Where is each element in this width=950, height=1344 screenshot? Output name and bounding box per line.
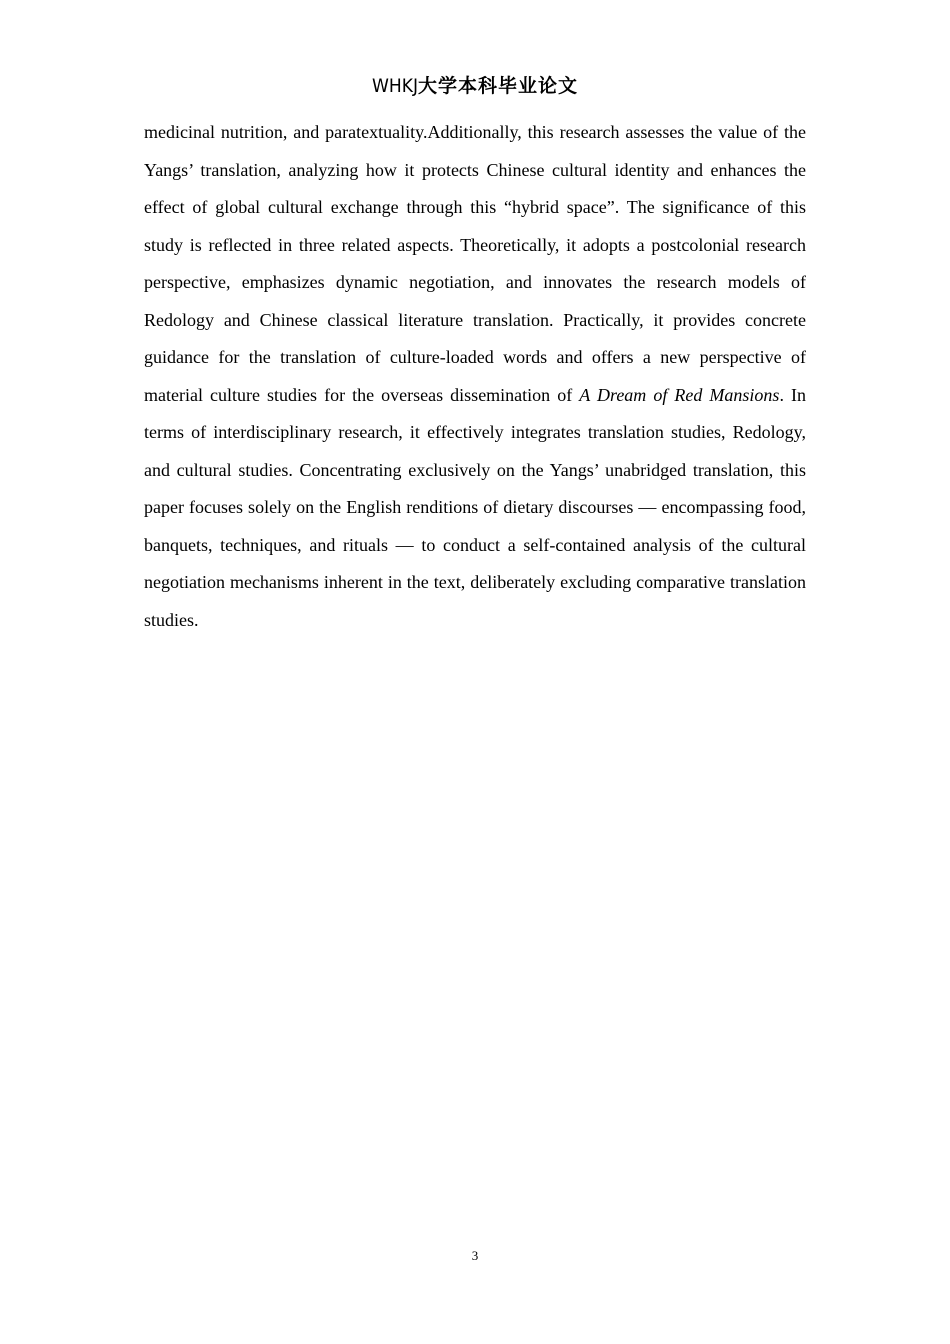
header-university-code: WHKJ <box>371 75 418 97</box>
body-text-part-2: . In terms of interdisciplinary research, it effectively integrates translation studies, Redology, and cultural studies. Concentrating exclusively on the Yangs’ unabridged translation, this paper focuses solely on the English renditions of dietary discourses — encompassing food, banquets, techniques, and rituals — to conduct a self-contained analysis of the cultural negotiation mechanisms inherent in the text, deliberately excluding comparative translation studies. <box>144 384 806 630</box>
header-thesis-title: 大学本科毕业论文 <box>418 75 579 97</box>
page-number: 3 <box>471 1248 479 1263</box>
body-paragraph <box>144 114 806 639</box>
page-header <box>0 73 950 100</box>
body-text-part-1: medicinal nutrition, and paratextuality.Additionally, this research assesses the value of the Yangs’ translation, analyzing how it protects Chinese cultural identity and enhances the effect of global cultural exchange through this “hybrid space”. The significance of this study is reflected in three related aspects. Theoretically, it adopts a postcolonial research perspective, emphasizes dynamic negotiation, and innovates the research models of Redology and Chinese classical literature translation. Practically, it provides concrete guidance for the translation of culture-loaded words and offers a new perspective of material culture studies for the overseas dissemination of <box>144 122 806 405</box>
book-title-italic: A Dream of Red Mansions <box>579 384 780 405</box>
